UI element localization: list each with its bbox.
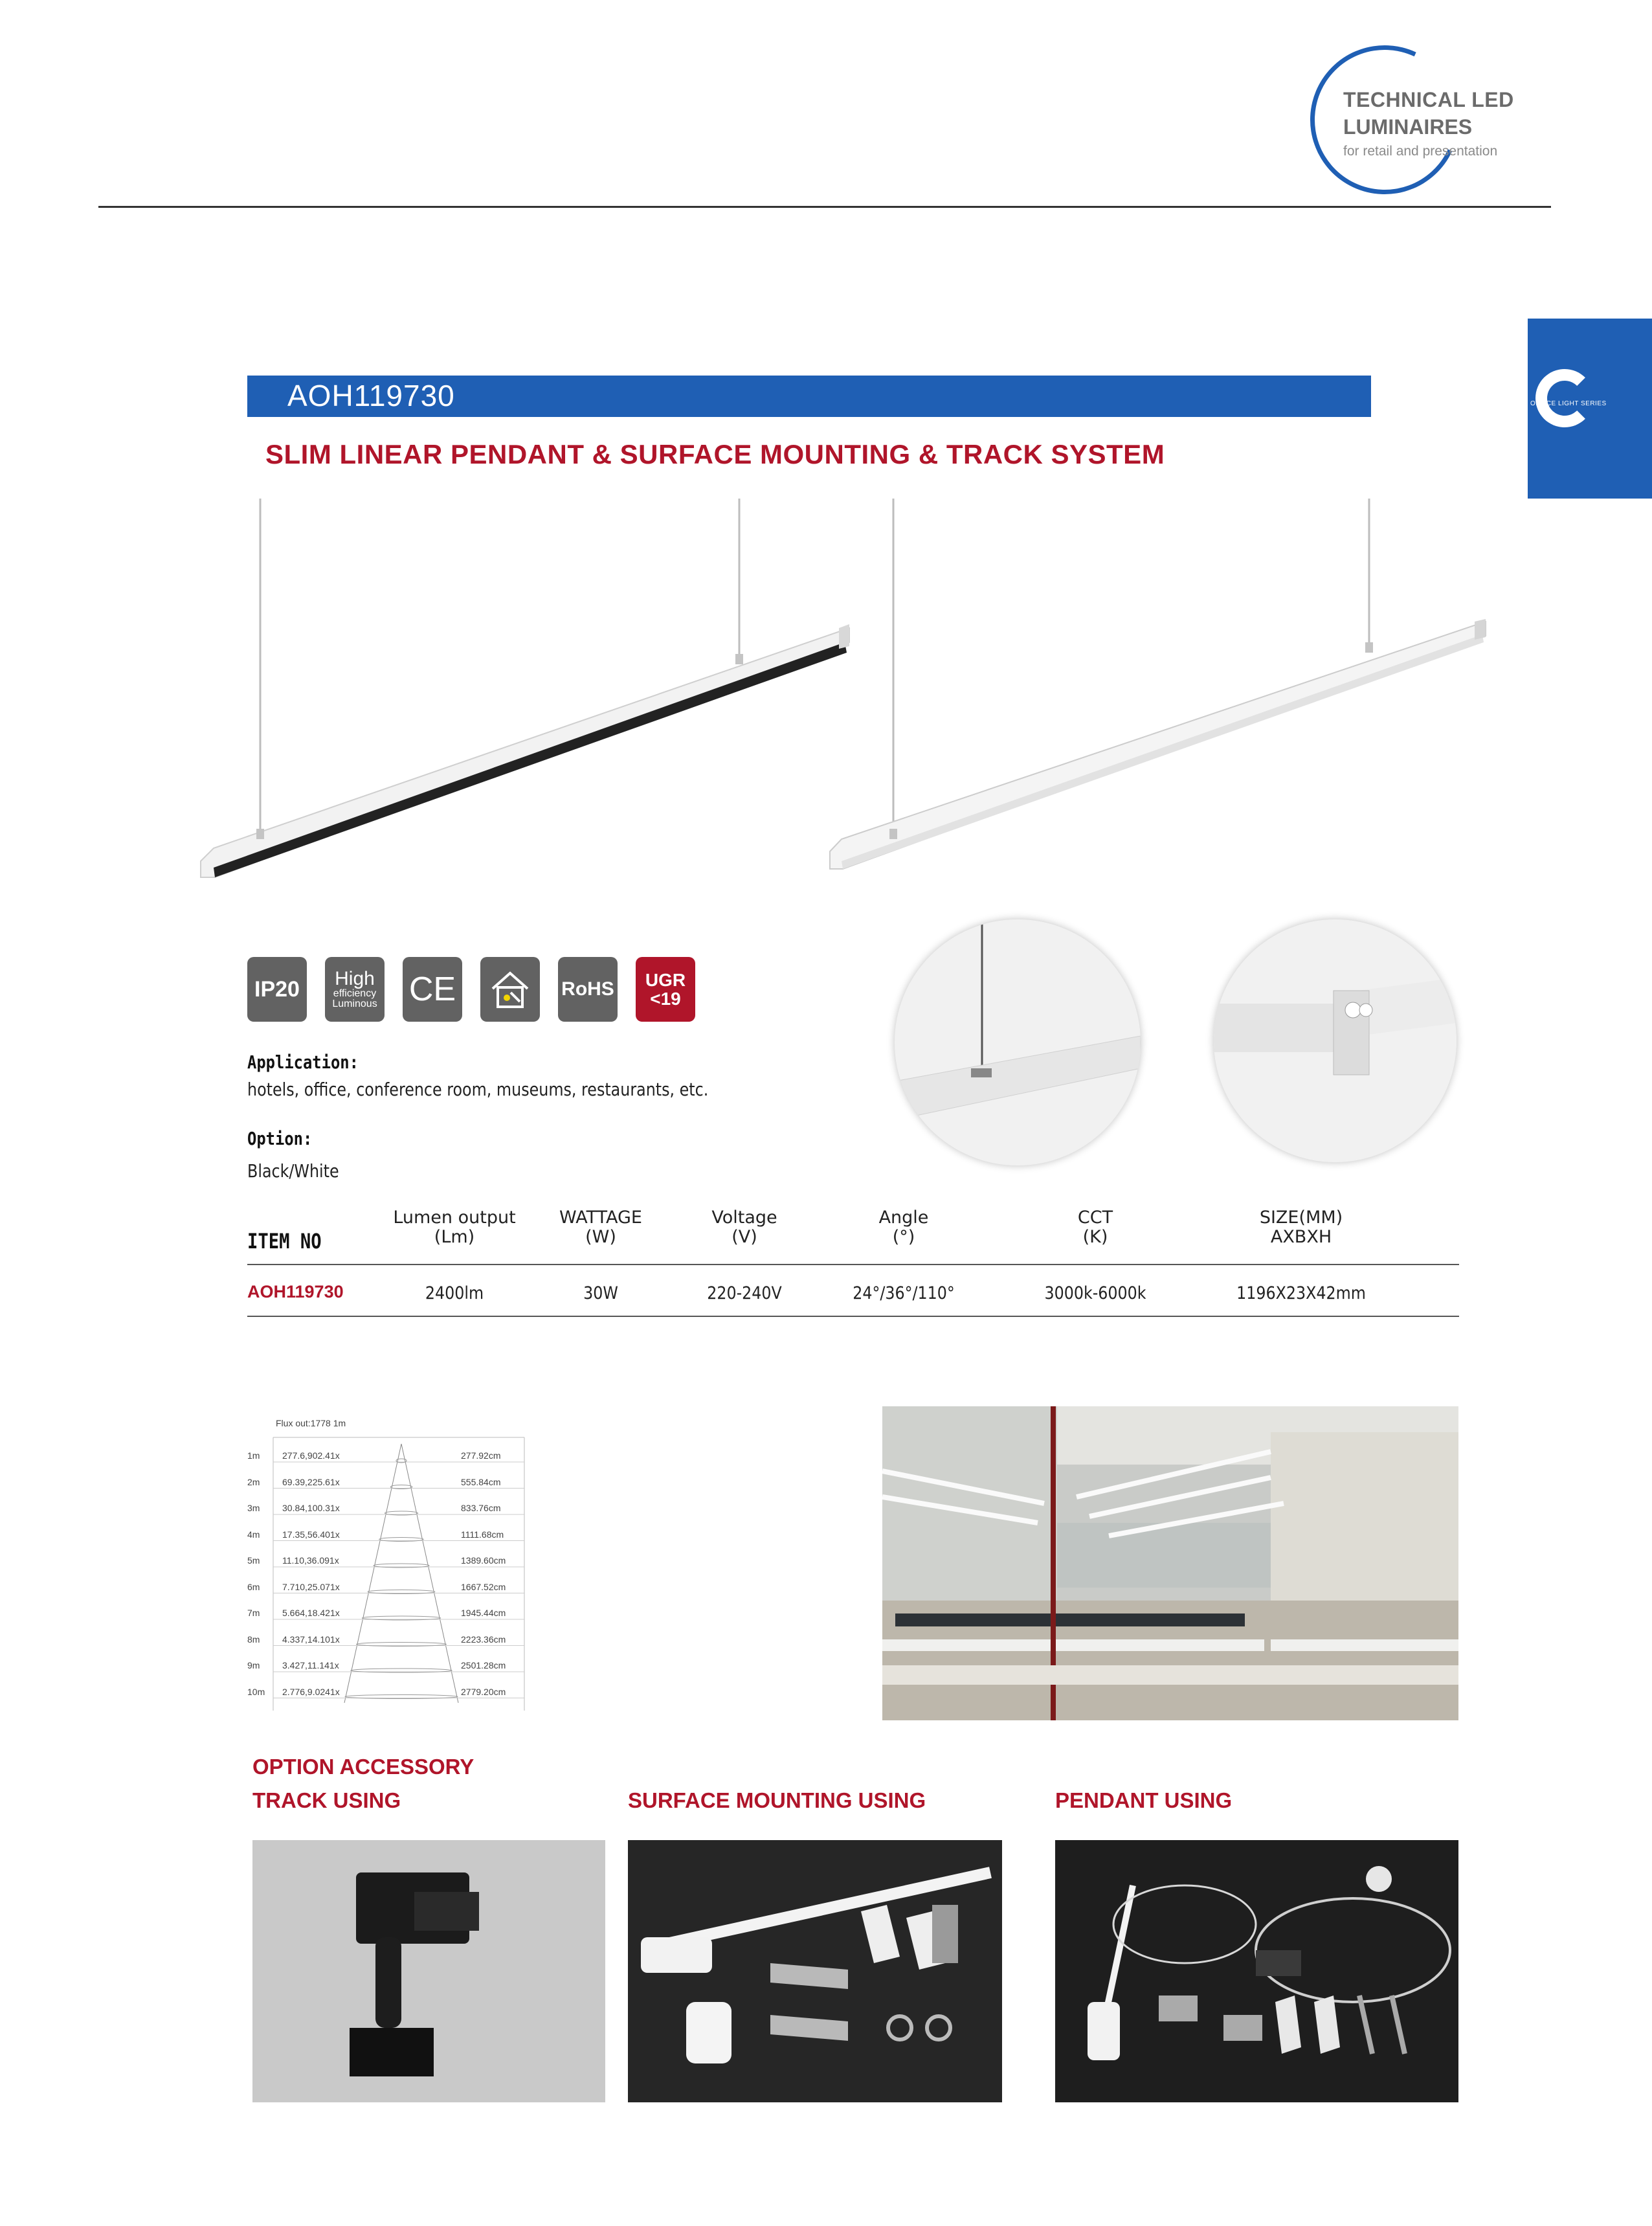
- photometric-distance: 4m: [247, 1529, 260, 1540]
- logo-line1: TECHNICAL LED: [1343, 88, 1514, 111]
- photometric-lux: 30.84,100.31x: [282, 1503, 340, 1513]
- photometric-lux: 17.35,56.401x: [282, 1529, 340, 1540]
- pendant-kit-photo: [1055, 1840, 1458, 2102]
- spec-cell-item: AOH119730: [247, 1282, 344, 1301]
- photometric-distance: 8m: [247, 1634, 260, 1645]
- photometric-distance: 2m: [247, 1476, 260, 1487]
- spec-cell-wattage: 30W: [583, 1283, 618, 1303]
- spec-header-wattage: WATTAGE (W): [559, 1208, 642, 1247]
- spec-header-item-no: ITEM NO: [247, 1229, 322, 1254]
- option-text: Black/White: [247, 1160, 339, 1182]
- side-tab-c-icon: [1535, 369, 1594, 427]
- photometric-lux: 7.710,25.071x: [282, 1581, 340, 1592]
- photometric-lux: 277.6,902.41x: [282, 1450, 340, 1461]
- product-photo-pendant-louvre: [194, 499, 867, 900]
- photometric-diameter: 2779.20cm: [461, 1686, 506, 1697]
- ugr-badge: UGR <19: [636, 957, 695, 1022]
- surface-mounting-kit-photo: [628, 1840, 1002, 2102]
- photometric-distance: 6m: [247, 1581, 260, 1592]
- application-label: Application:: [247, 1051, 359, 1073]
- spec-table-bottom-rule: [247, 1316, 1459, 1317]
- high-efficiency-badge: High efficiency Luminous: [325, 957, 385, 1022]
- ce-badge: CE: [403, 957, 462, 1022]
- logo-line3: for retail and presentation: [1343, 144, 1498, 159]
- photometric-diameter: 1667.52cm: [461, 1581, 506, 1592]
- photometric-lux: 5.664,18.421x: [282, 1608, 340, 1618]
- spec-header-size: SIZE(MM) AXBXH: [1259, 1208, 1343, 1247]
- photometric-distance: 10m: [247, 1686, 265, 1697]
- house-icon: [487, 967, 533, 1012]
- detail-photo-end-cap: [1214, 919, 1457, 1162]
- detail-photo-suspension: [895, 919, 1141, 1165]
- spec-header-lumen: Lumen output (Lm): [393, 1208, 516, 1247]
- ip20-badge: IP20: [247, 957, 307, 1022]
- photometric-distance: 1m: [247, 1450, 260, 1461]
- flux-label: Flux out:1778 1m: [276, 1418, 346, 1428]
- option-label: Option:: [247, 1128, 313, 1149]
- photometric-lux: 3.427,11.141x: [282, 1660, 339, 1670]
- photometric-distance: 9m: [247, 1660, 260, 1670]
- photometric-diameter: 555.84cm: [461, 1476, 501, 1487]
- pendant-using-heading: PENDANT USING: [1055, 1788, 1233, 1812]
- spec-cell-voltage: 220-240V: [707, 1283, 782, 1303]
- surface-mounting-heading: SURFACE MOUNTING USING: [628, 1788, 926, 1812]
- spec-table-header-rule: [247, 1264, 1459, 1265]
- photometric-diameter: 1945.44cm: [461, 1608, 506, 1618]
- photometric-lux: 2.776,9.0241x: [282, 1686, 340, 1697]
- option-accessory-heading: OPTION ACCESSORY: [252, 1755, 474, 1779]
- photometric-diameter: 1111.68cm: [461, 1529, 504, 1540]
- product-code: AOH119730: [287, 379, 455, 412]
- indoor-use-badge: [480, 957, 540, 1022]
- rohs-badge: RoHS: [558, 957, 618, 1022]
- application-text: hotels, office, conference room, museums, restaurants, etc.: [247, 1079, 709, 1100]
- track-adapter-photo: [252, 1840, 605, 2102]
- photometric-distance: 5m: [247, 1555, 260, 1566]
- product-title: SLIM LINEAR PENDANT & SURFACE MOUNTING & TRACK SYSTEM: [265, 439, 1165, 469]
- photometric-diameter: 2501.28cm: [461, 1660, 506, 1670]
- photometric-distance: 7m: [247, 1608, 260, 1618]
- spec-cell-lumen: 2400lm: [425, 1283, 484, 1303]
- track-using-heading: TRACK USING: [252, 1788, 401, 1812]
- side-tab-text: OFFICE LIGHT SERIES: [1530, 400, 1607, 407]
- product-photo-pendant-opal: [822, 499, 1495, 900]
- photometric-distance: 3m: [247, 1503, 260, 1513]
- photometric-diameter: 277.92cm: [461, 1450, 501, 1461]
- photometric-lux: 4.337,14.101x: [282, 1634, 340, 1645]
- photometric-diameter: 1389.60cm: [461, 1555, 506, 1566]
- photometric-diameter: 833.76cm: [461, 1503, 501, 1513]
- spec-header-angle: Angle (°): [878, 1208, 929, 1247]
- photometric-diagram: [247, 1411, 526, 1716]
- spec-cell-cct: 3000k-6000k: [1044, 1283, 1146, 1303]
- spec-cell-angle: 24°/36°/110°: [853, 1283, 955, 1303]
- spec-header-cct: CCT (K): [1077, 1208, 1113, 1247]
- spec-cell-size: 1196X23X42mm: [1236, 1283, 1366, 1303]
- photometric-lux: 69.39,225.61x: [282, 1476, 340, 1487]
- spec-header-voltage: Voltage (V): [711, 1208, 777, 1247]
- logo-line2: LUMINAIRES: [1343, 115, 1473, 139]
- photometric-lux: 11.10,36.091x: [282, 1555, 339, 1566]
- header-divider: [98, 206, 1551, 208]
- photometric-diameter: 2223.36cm: [461, 1634, 506, 1645]
- office-installation-photo: [882, 1406, 1458, 1720]
